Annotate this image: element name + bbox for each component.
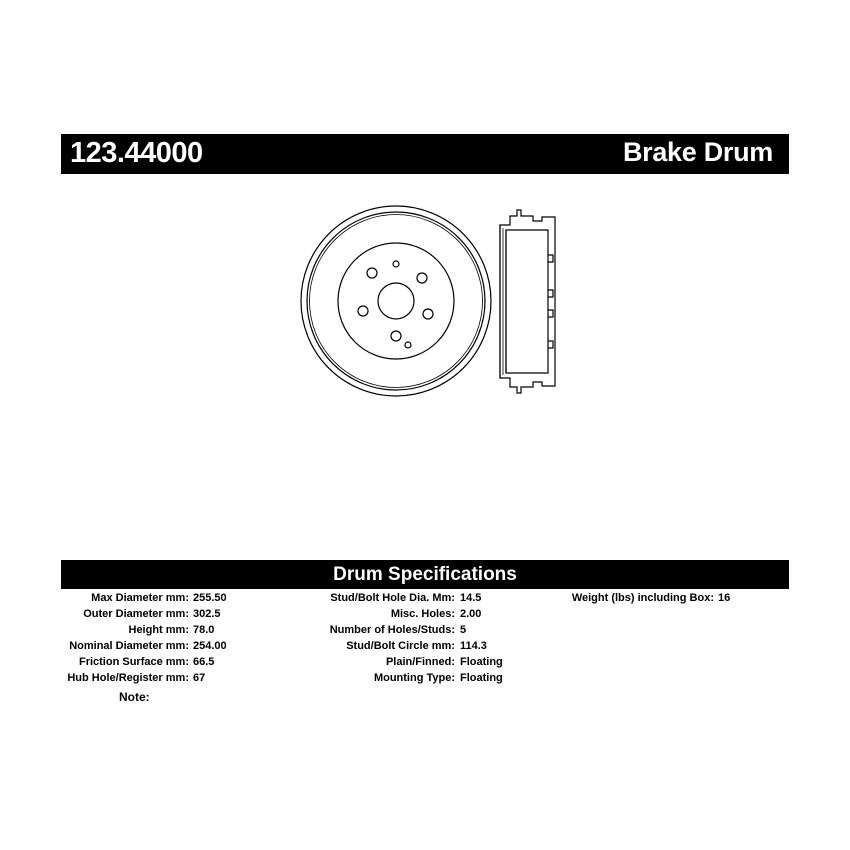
spec-title: Drum Specifications: [333, 564, 517, 585]
product-type: Brake Drum: [622, 137, 773, 167]
spec-label-stud-hole-dia: Stud/Bolt Hole Dia. Mm:: [330, 592, 455, 604]
spec-value-nominal-diameter: 254.00: [193, 640, 227, 652]
spec-value-plain-finned: Floating: [460, 656, 503, 668]
spec-value-outer-diameter: 302.5: [193, 608, 221, 620]
spec-label-max-diameter: Max Diameter mm:: [91, 592, 189, 604]
drum-front-view: [301, 206, 491, 396]
spec-label-weight: Weight (lbs) including Box:: [571, 592, 714, 604]
note-label: Note:: [119, 690, 150, 704]
drum-side-view: [500, 210, 555, 393]
spec-value-hub-hole: 67: [193, 672, 206, 684]
spec-label-misc-holes: Misc. Holes:: [390, 608, 455, 620]
spec-value-weight: 16: [718, 592, 731, 604]
spec-label-plain-finned: Plain/Finned:: [385, 656, 455, 668]
spec-label-hub-hole: Hub Hole/Register mm:: [67, 672, 189, 684]
spec-value-max-diameter: 255.50: [193, 592, 227, 604]
spec-label-bolt-circle: Stud/Bolt Circle mm:: [346, 640, 455, 652]
spec-value-number-of-holes: 5: [460, 624, 467, 636]
spec-value-friction-surface: 66.5: [193, 656, 215, 668]
spec-label-height: Height mm:: [128, 624, 189, 636]
spec-value-mounting-type: Floating: [460, 672, 503, 684]
part-number: 123.44000: [70, 137, 203, 169]
spec-value-misc-holes: 2.00: [460, 608, 482, 620]
spec-value-stud-hole-dia: 14.5: [460, 592, 482, 604]
spec-label-nominal-diameter: Nominal Diameter mm:: [69, 640, 189, 652]
spec-value-bolt-circle: 114.3: [460, 640, 487, 652]
spec-label-outer-diameter: Outer Diameter mm:: [83, 608, 189, 620]
spec-label-friction-surface: Friction Surface mm:: [78, 656, 189, 668]
spec-value-height: 78.0: [193, 624, 215, 636]
spec-label-number-of-holes: Number of Holes/Studs:: [329, 624, 455, 636]
spec-label-mounting-type: Mounting Type:: [373, 672, 455, 684]
spec-title-bar: [61, 560, 789, 589]
